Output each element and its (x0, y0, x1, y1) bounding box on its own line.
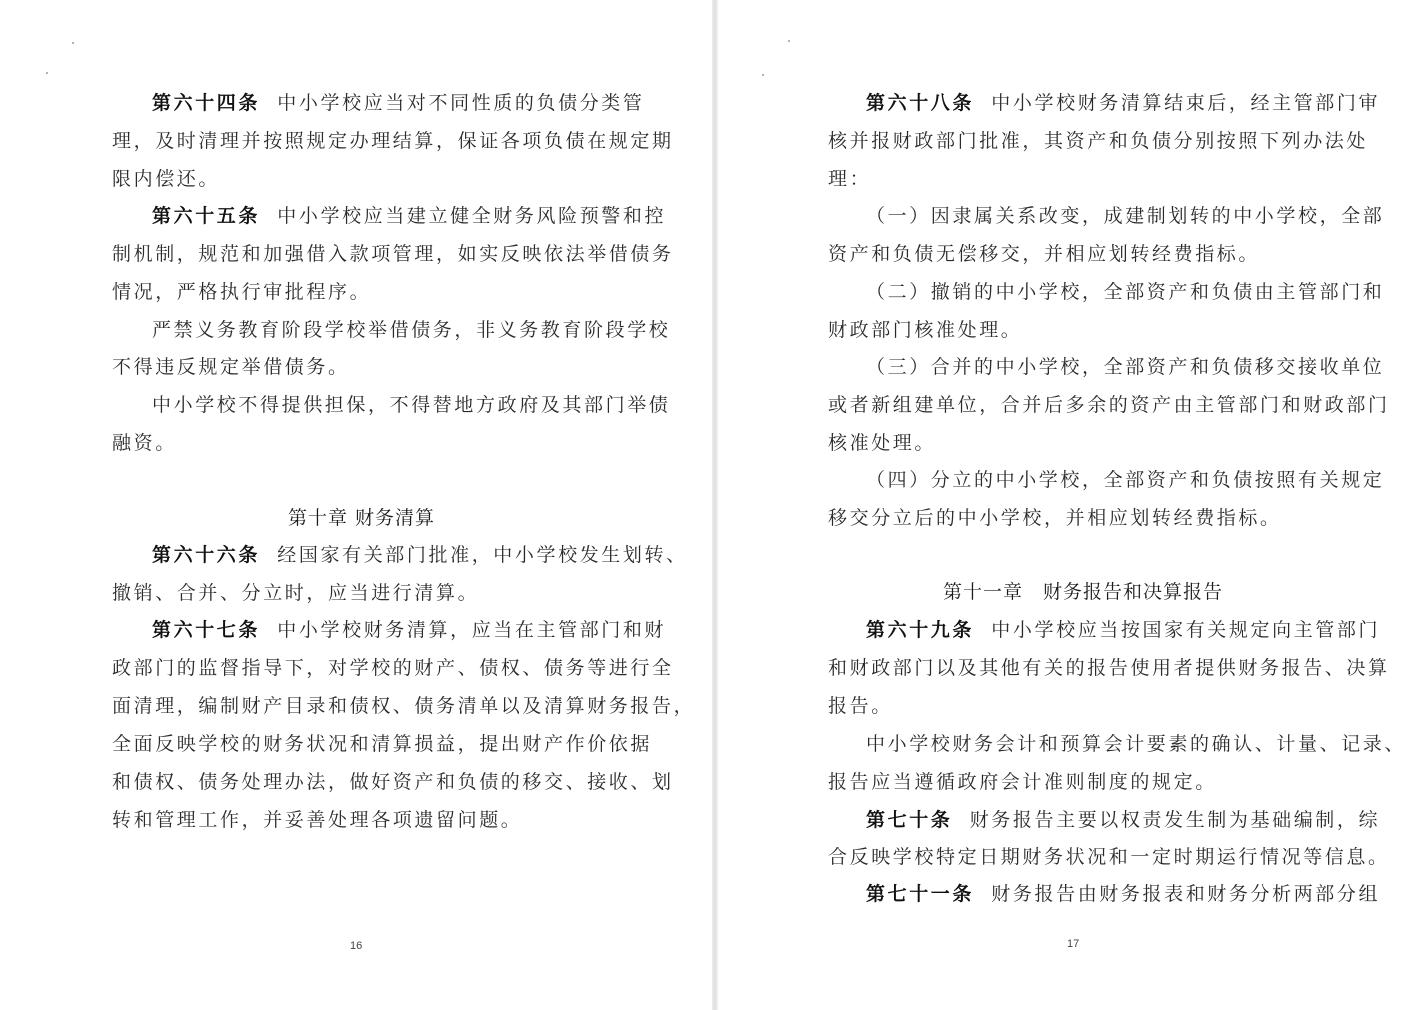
article-66-line-2: 撤销、合并、分立时，应当进行清算。 (112, 582, 480, 604)
article-67-line-5: 和债权、债务处理办法，做好资产和负债的移交、接收、划 (112, 771, 674, 793)
article-64-line-1: 第六十四条 中小学校应当对不同性质的负债分类管 (152, 92, 645, 114)
article-70-label: 第七十条 (866, 809, 953, 831)
article-66-line-1: 第六十六条 经国家有关部门批准，中小学校发生划转、 (152, 544, 688, 566)
article-65-line-3: 情况，严格执行审批程序。 (112, 281, 372, 303)
article-69-para-2-line-2: 报告应当遵循政府会计准则制度的规定。 (828, 771, 1217, 793)
article-65-para-3-line-1: 中小学校不得提供担保，不得替地方政府及其部门举债 (152, 394, 671, 416)
article-70-line-2: 合反映学校特定日期财务状况和一定时期运行情况等信息。 (828, 846, 1390, 868)
scan-speck (788, 40, 790, 42)
article-71-line-1: 第七十一条 财务报告由财务报表和财务分析两部分组 (866, 883, 1381, 905)
article-68-item-2-line-2: 财政部门核准处理。 (828, 319, 1023, 341)
page-16 (0, 0, 712, 1010)
article-64-line-3: 限内偿还。 (112, 168, 221, 190)
article-68-item-4-line-1: （四）分立的中小学校，全部资产和负债按照有关规定 (866, 469, 1385, 491)
article-68-label: 第六十八条 (866, 92, 975, 114)
article-68-line-3: 理： (828, 168, 872, 190)
scan-speck (72, 42, 74, 44)
article-65-para-3-line-2: 融资。 (112, 432, 177, 454)
page-number-16: 16 (350, 940, 363, 952)
scan-speck (762, 74, 764, 76)
article-65-line-2: 制机制，规范和加强借入款项管理，如实反映依法举借债务 (112, 243, 674, 265)
article-68-item-1-line-2: 资产和负债无偿移交，并相应划转经费指标。 (828, 243, 1261, 265)
article-67-line-4: 全面反映学校的财务状况和清算损益，提出财产作价依据 (112, 733, 653, 755)
article-68-item-3-line-3: 核准处理。 (828, 432, 937, 454)
article-68-item-4-line-2: 移交分立后的中小学校，并相应划转经费指标。 (828, 507, 1282, 529)
article-65-line-1: 第六十五条 中小学校应当建立健全财务风险预警和控 (152, 205, 667, 227)
article-64-label: 第六十四条 (152, 92, 261, 114)
article-65-para-2-line-2: 不得违反规定举借债务。 (112, 356, 350, 378)
article-69-label: 第六十九条 (866, 619, 975, 641)
page-number-17: 17 (1067, 938, 1080, 950)
article-66-label: 第六十六条 (152, 544, 261, 566)
chapter-11-heading: 第十一章 财务报告和决算报告 (943, 581, 1224, 603)
article-65-label: 第六十五条 (152, 205, 261, 227)
article-67-label: 第六十七条 (152, 619, 261, 641)
article-69-line-1: 第六十九条 中小学校应当按国家有关规定向主管部门 (866, 619, 1381, 641)
article-67-line-6: 转和管理工作，并妥善处理各项遗留问题。 (112, 809, 523, 831)
chapter-10-heading: 第十章 财务清算 (288, 507, 436, 529)
article-69-line-3: 报告。 (828, 695, 893, 717)
article-69-line-2: 和财政部门以及其他有关的报告使用者提供财务报告、决算 (828, 657, 1390, 679)
article-67-line-2: 政部门的监督指导下，对学校的财产、债权、债务等进行全 (112, 657, 674, 679)
article-64-line-2: 理，及时清理并按照规定办理结算，保证各项负债在规定期 (112, 130, 674, 152)
article-67-line-3: 面清理，编制财产目录和债权、债务清单以及清算财务报告， (112, 695, 696, 717)
article-68-item-1-line-1: （一）因隶属关系改变，成建制划转的中小学校，全部 (866, 205, 1385, 227)
article-68-item-3-line-1: （三）合并的中小学校，全部资产和负债移交接收单位 (866, 356, 1385, 378)
article-70-line-1: 第七十条 财务报告主要以权责发生制为基础编制，综 (866, 809, 1381, 831)
article-71-label: 第七十一条 (866, 883, 975, 905)
page-17 (718, 0, 1428, 1010)
article-68-line-1: 第六十八条 中小学校财务清算结束后，经主管部门审 (866, 92, 1381, 114)
article-65-para-2-line-1: 严禁义务教育阶段学校举借债务，非义务教育阶段学校 (152, 319, 671, 341)
article-68-item-3-line-2: 或者新组建单位，合并后多余的资产由主管部门和财政部门 (828, 394, 1390, 416)
article-67-line-1: 第六十七条 中小学校财务清算，应当在主管部门和财 (152, 619, 667, 641)
article-68-line-2: 核并报财政部门批准，其资产和负债分别按照下列办法处 (828, 130, 1369, 152)
article-68-item-2-line-1: （二）撤销的中小学校，全部资产和负债由主管部门和 (866, 281, 1385, 303)
article-69-para-2-line-1: 中小学校财务会计和预算会计要素的确认、计量、记录、 (866, 733, 1407, 755)
scan-speck (46, 72, 48, 74)
